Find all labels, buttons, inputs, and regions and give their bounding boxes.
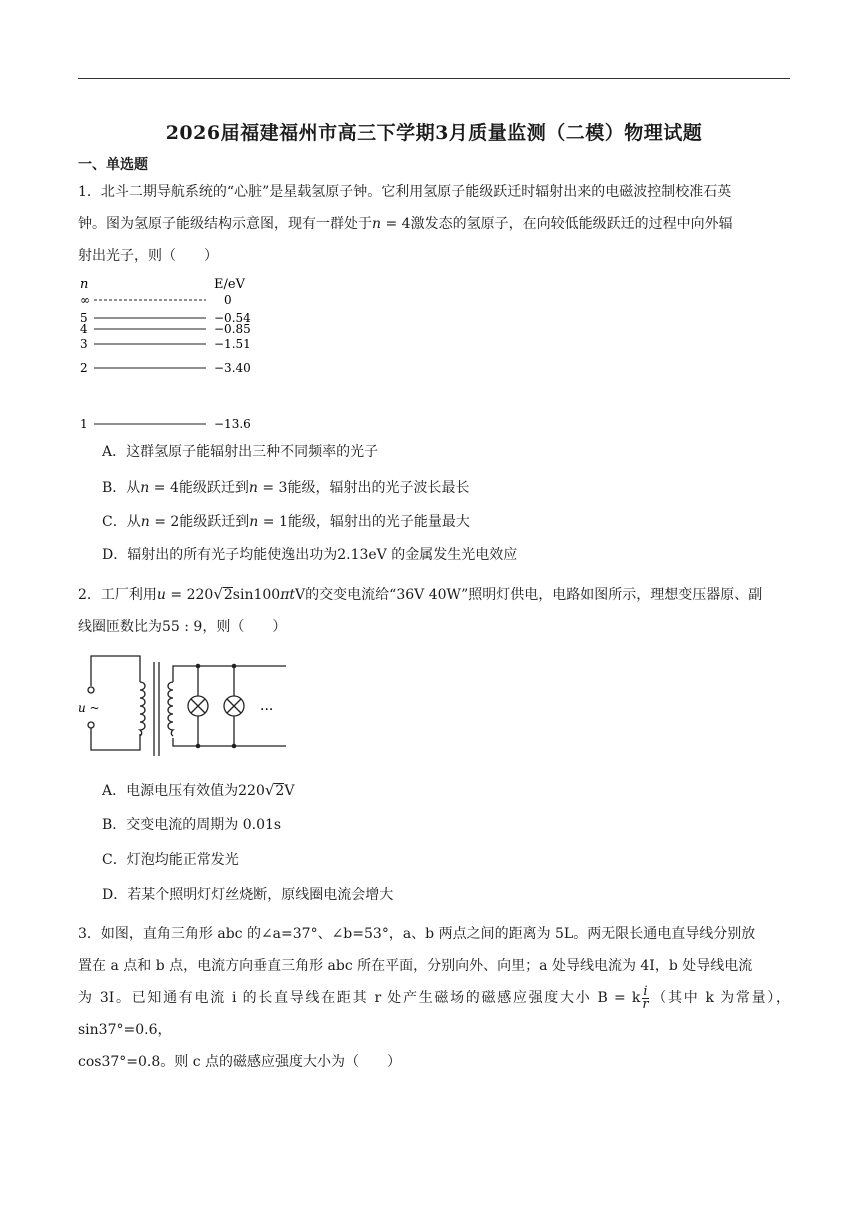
level-n-label: ∞ xyxy=(80,293,90,307)
q3-line-2: 置在 a 点和 b 点，电流方向垂直三角形 abc 所在平面，分别向外、向里；a 处导线电流为 4I，b 处导线电流 xyxy=(78,958,753,974)
question-3-stem xyxy=(78,918,790,1078)
level-energy-label: −1.51 xyxy=(214,337,251,351)
q1-line-1: 1．北斗二期导航系统的“心脏”是星载氢原子钟。它利用氢原子能级跃迁时辐射出来的电磁波控制校准石英 xyxy=(78,184,732,200)
q1-option-c[interactable]: C．从n = 2能级跃迁到n = 1能级，辐射出的光子能量最大 xyxy=(102,514,470,530)
level-energy-label: 0 xyxy=(224,293,232,307)
q1-line-3: 射出光子，则（ ） xyxy=(78,248,218,264)
source-voltage-label: u ~ xyxy=(78,701,100,715)
q3-line-3: 为 3I。已知通有电流 i 的长直导线在距其 r 处产生磁场的磁感应强度大小 B = k $\frac{i}{r}$ （其中 k 为常量），sin37°=0.6， xyxy=(78,983,790,1038)
q1-option-a[interactable]: A．这群氢原子能辐射出三种不同频率的光子 xyxy=(102,444,379,460)
q1-line-2: 钟。图为氢原子能级结构示意图，现有一群处于n = 4激发态的氢原子，在向较低能级跃迁的过程中向外辐 xyxy=(78,216,733,232)
level-n-label: 2 xyxy=(80,361,88,375)
q3-line-1: 3．如图，直角三角形 abc 的∠a=37°、∠b=53°，a、b 两点之间的距离为 5L。两无限长通电直导线分别放 xyxy=(78,926,756,942)
q3-line-4: cos37°=0.8。则 c 点的磁感应强度大小为（ ） xyxy=(78,1054,402,1070)
energy-level-diagram xyxy=(78,274,278,434)
fraction-i-over-r: $\frac{i}{r}$ xyxy=(642,983,649,1012)
transformer-circuit-diagram xyxy=(78,652,298,762)
header-rule xyxy=(78,78,790,79)
question-1-stem xyxy=(78,176,790,272)
q2-option-a[interactable]: A．电源电压有效值为220√2V xyxy=(102,781,295,799)
level-energy-label: −0.54 xyxy=(214,311,251,325)
q1-option-b[interactable]: B．从n = 4能级跃迁到n = 3能级，辐射出的光子波长最长 xyxy=(102,480,470,496)
section-heading: 一、单选题 xyxy=(78,157,148,173)
level-n-label: 4 xyxy=(80,322,88,336)
question-2-stem xyxy=(78,578,790,643)
more-lamps-ellipsis: ··· xyxy=(260,702,274,718)
q2-line-2: 线圈匝数比为55 : 9，则（ ） xyxy=(78,619,287,635)
q1-option-d[interactable]: D．辐射出的所有光子均能使逸出功为2.13eV 的金属发生光电效应 xyxy=(102,547,518,563)
level-n-label: 1 xyxy=(80,417,88,431)
q2-option-d[interactable]: D．若某个照明灯灯丝烧断，原线圈电流会增大 xyxy=(102,887,394,903)
page-title: 2026届福建福州市高三下学期3月质量监测（二模）物理试题 xyxy=(165,122,703,144)
n-axis-label: n xyxy=(80,277,89,292)
level-energy-label: −13.6 xyxy=(214,417,251,431)
energy-axis-label: E/eV xyxy=(214,277,245,292)
level-energy-label: −3.40 xyxy=(214,361,251,375)
level-energy-label: −0.85 xyxy=(214,322,251,336)
q2-line-1: 2．工厂利用u = 220√2sin100πtV的交变电流给“36V 40W”照明灯供电，电路如图所示，理想变压器原、副 xyxy=(78,585,763,603)
level-n-label: 5 xyxy=(80,311,88,325)
q2-option-c[interactable]: C．灯泡均能正常发光 xyxy=(102,852,239,868)
level-n-label: 3 xyxy=(80,337,88,351)
q2-option-b[interactable]: B．交变电流的周期为 0.01s xyxy=(102,817,282,833)
